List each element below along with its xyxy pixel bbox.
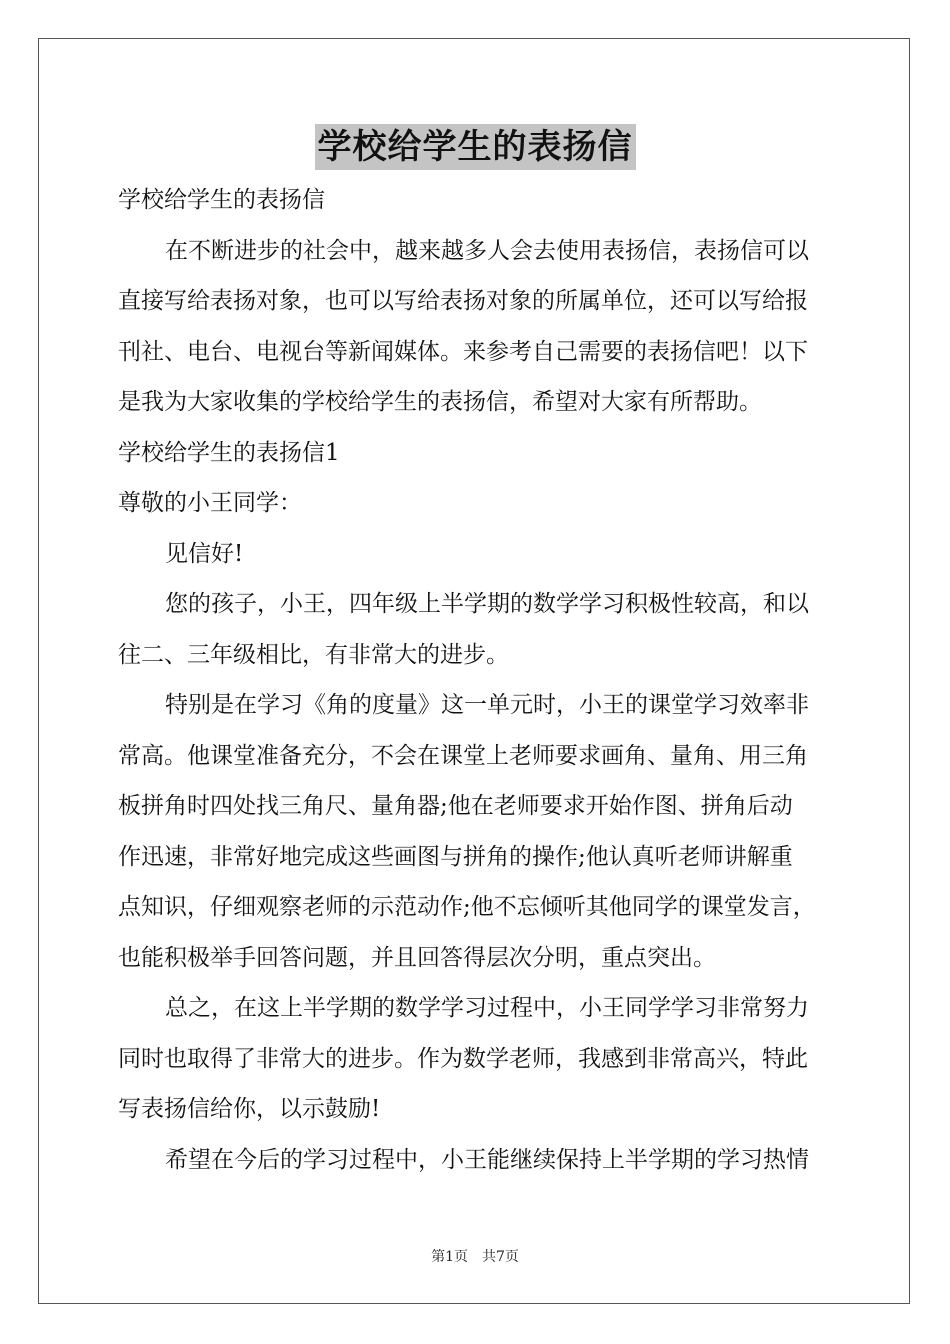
paragraph-line: 在不断进步的社会中，越来越多人会去使用表扬信，表扬信可以 (165, 237, 809, 264)
paragraph-line: 往二、三年级相比，有非常大的进步。 (118, 641, 509, 668)
paragraph-line: 特别是在学习《角的度量》这一单元时，小王的课堂学习效率非 (165, 692, 809, 718)
page-number: 第1页 (431, 1249, 468, 1265)
title-container (0, 124, 950, 170)
paragraph-line: 总之，在这上半学期的数学学习过程中，小王同学学习非常努力 (165, 995, 809, 1021)
section-heading: 学校给学生的表扬信1 (118, 439, 340, 466)
paragraph-line: 作迅速，非常好地完成这些画图与拼角的操作;他认真听老师讲解重 (118, 843, 793, 870)
document-title: 学校给学生的表扬信 (315, 124, 636, 170)
paragraph-line: 希望在今后的学习过程中，小王能继续保持上半学期的学习热情 (165, 1146, 809, 1173)
page-total: 共7页 (482, 1249, 519, 1265)
paragraph-line: 是我为大家收集的学校给学生的表扬信，希望对大家有所帮助。 (118, 389, 762, 415)
paragraph-line: 也能积极举手回答问题，并且回答得层次分明，重点突出。 (118, 944, 716, 971)
paragraph-line: 板拼角时四处找三角尺、量角器;他在老师要求开始作图、拼角后动 (118, 793, 793, 819)
paragraph-line: 点知识，仔细观察老师的示范动作;他不忘倾听其他同学的课堂发言， (118, 894, 816, 920)
paragraph-line: 同时也取得了非常大的进步。作为数学老师，我感到非常高兴，特此 (118, 1045, 808, 1072)
paragraph-line: 直接写给表扬对象，也可以写给表扬对象的所属单位，还可以写给报 (118, 288, 808, 314)
document-body (118, 175, 834, 1185)
paragraph-line: 刊社、电台、电视台等新闻媒体。来参考自己需要的表扬信吧！以下 (118, 338, 808, 365)
greeting: 见信好! (165, 540, 244, 567)
paragraph-line: 常高。他课堂准备充分，不会在课堂上老师要求画角、量角、用三角 (118, 742, 808, 769)
paragraph-line: 您的孩子，小王，四年级上半学期的数学学习积极性较高，和以 (165, 591, 809, 617)
paragraph-line: 写表扬信给你，以示鼓励! (118, 1096, 381, 1122)
page-footer (0, 1246, 950, 1266)
subtitle-line: 学校给学生的表扬信 (118, 187, 325, 213)
salutation: 尊敬的小王同学： (118, 490, 302, 516)
